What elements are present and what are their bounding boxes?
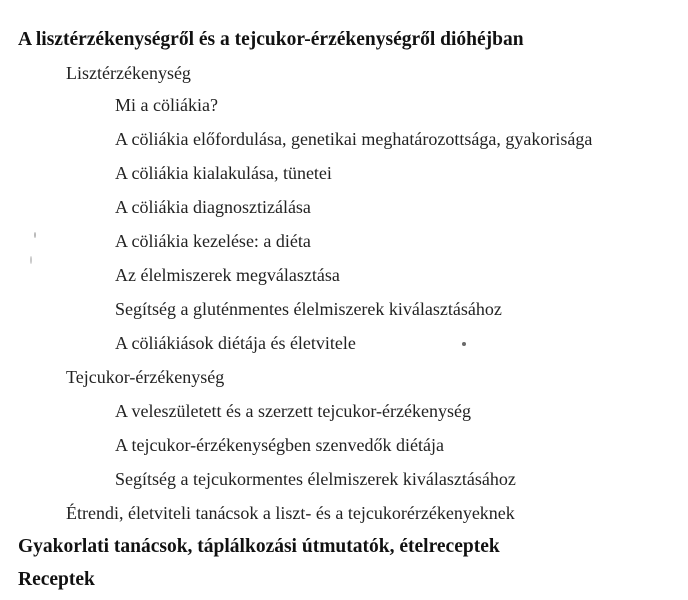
toc-item: A veleszületett és a szerzett tejcukor-érzékenység [115,401,471,421]
toc-item: Mi a cöliákia? [115,95,218,115]
toc-heading-practical-advice: Gyakorlati tanácsok, táplálkozási útmutatók, ételreceptek [18,536,500,557]
toc-section-lactose-sensitivity: Tejcukor-érzékenység [66,367,225,387]
toc-section-lifestyle-advice: Étrendi, életviteli tanácsok a liszt- és a tejcukorérzékenyeknek [66,503,515,523]
toc-item: A cöliákiások diétája és életvitele [115,333,356,353]
toc-item: A cöliákia diagnosztizálása [115,197,311,217]
toc-item: A cöliákia előfordulása, genetikai meghatározottsága, gyakorisága [115,129,593,149]
toc-heading-recipes: Receptek [18,569,95,590]
scan-speck [462,342,466,346]
toc-heading-intro: A lisztérzékenységről és a tejcukor-érzékenységről dióhéjban [18,29,524,50]
toc-item: A cöliákia kialakulása, tünetei [115,163,332,183]
scan-speck [30,256,32,264]
toc-item: A cöliákia kezelése: a diéta [115,231,311,251]
toc-item: A tejcukor-érzékenységben szenvedők diétája [115,435,444,455]
toc-item: Az élelmiszerek megválasztása [115,265,340,285]
scan-speck [34,232,36,238]
toc-item: Segítség a gluténmentes élelmiszerek kiválasztásához [115,299,502,319]
toc-item: Segítség a tejcukormentes élelmiszerek kiválasztásához [115,469,516,489]
toc-section-gluten-sensitivity: Lisztérzékenység [66,63,191,83]
